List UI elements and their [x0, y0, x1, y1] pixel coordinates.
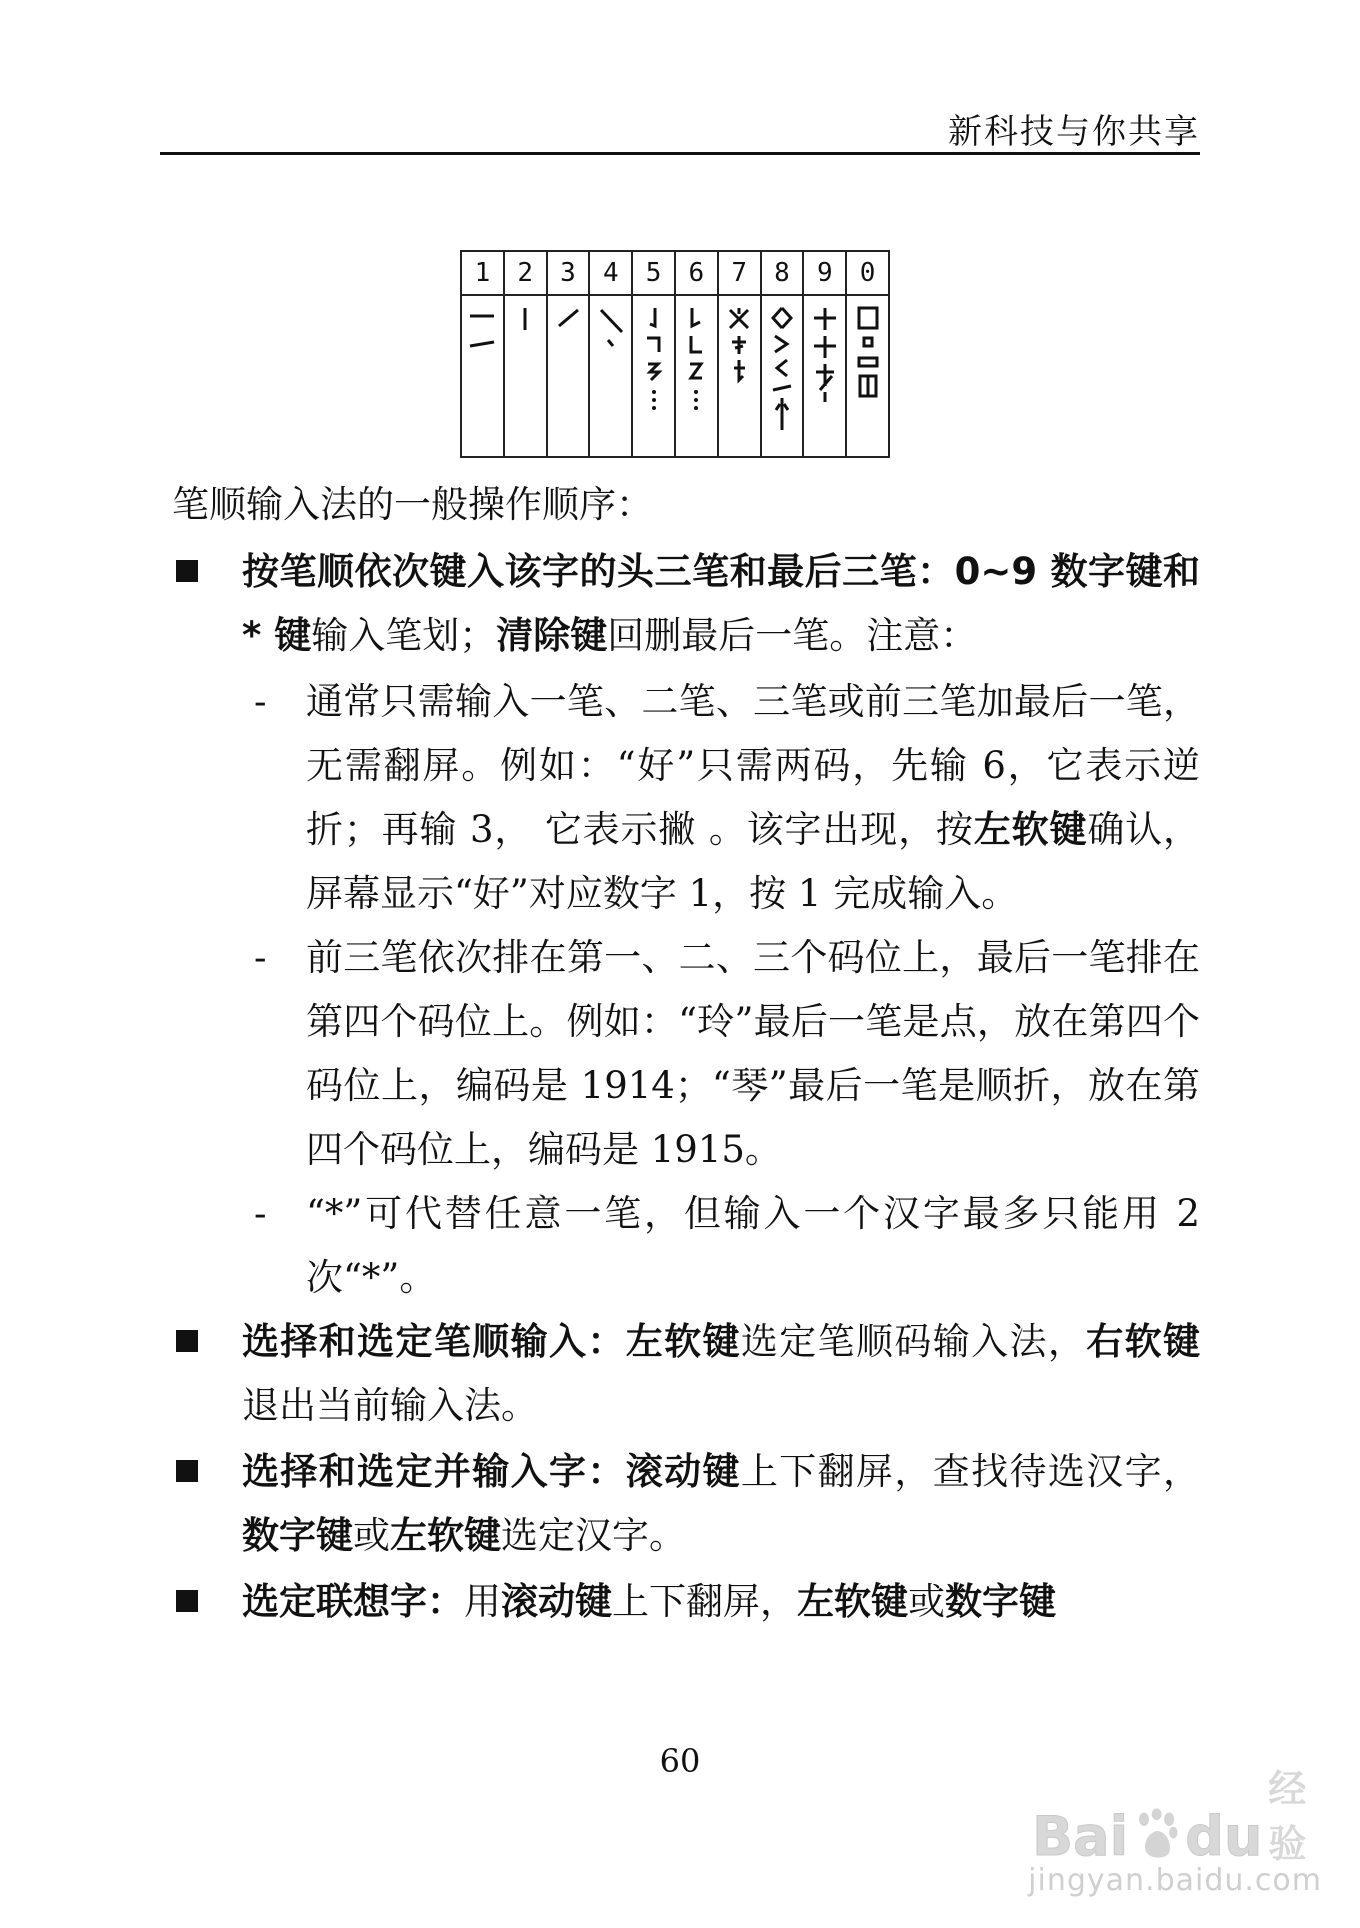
- bold-text: 按笔顺依次键入该字的头三笔和最后三笔：0~9 数字键和* 键: [242, 550, 1200, 657]
- stroke-column: [633, 252, 676, 456]
- intro-text: 笔顺输入法的一般操作顺序：: [172, 483, 653, 526]
- stroke-column: [505, 252, 548, 456]
- bold-text: 左软键: [973, 808, 1088, 851]
- plus-cross-icon: [804, 296, 845, 456]
- watermark-label: 经验: [1268, 1767, 1307, 1866]
- note-item: [250, 926, 1200, 1182]
- dash-marker: -: [254, 936, 267, 979]
- text: 确认，屏幕显示“好”对应数字 1，按 1 完成输入。: [306, 808, 1201, 915]
- stroke-number: 8: [762, 252, 803, 296]
- stroke-column: [762, 252, 805, 456]
- note-list: [250, 670, 1200, 1310]
- bullet-associative-char: [160, 1570, 1200, 1634]
- stroke-number: 3: [548, 252, 589, 296]
- stroke-column: [719, 252, 762, 456]
- bold-text: 左软键: [797, 1580, 908, 1623]
- angle-strokes-icon: [762, 296, 803, 456]
- bold-text: 清除键: [496, 614, 608, 657]
- dash-marker: -: [254, 1192, 267, 1235]
- stroke-number: 0: [847, 252, 888, 296]
- text: 退出当前输入法。: [242, 1384, 538, 1427]
- text: 用: [464, 1580, 501, 1623]
- text: 选定笔顺码输入法，: [740, 1320, 1087, 1363]
- square-bullet-icon: [176, 1460, 198, 1482]
- text: 上下翻屏，查找待选汉字，: [740, 1450, 1200, 1493]
- left-falling-stroke-icon: [548, 296, 589, 456]
- watermark-url: jingyan.baidu.com: [1028, 1863, 1322, 1898]
- stroke-number: 6: [676, 252, 717, 296]
- watermark-brand-end: du: [1185, 1805, 1263, 1868]
- baidu-watermark: [1028, 1758, 1332, 1898]
- text: “*”可代替任意一笔，但输入一个汉字最多只能用 2 次“*”。: [306, 1192, 1200, 1299]
- square-bullet-icon: [176, 1590, 198, 1612]
- note-item: [250, 1182, 1200, 1310]
- stroke-number: 5: [633, 252, 674, 296]
- stroke-column: [548, 252, 591, 456]
- bullet-select-input: [160, 1310, 1200, 1438]
- stroke-column: [804, 252, 847, 456]
- watermark-logo: [1032, 1758, 1332, 1868]
- right-falling-dot-icon: [590, 296, 631, 456]
- bold-text: 选择和选定并输入字：滚动键: [242, 1450, 741, 1493]
- stroke-column: [462, 252, 505, 456]
- horizontal-strokes-icon: [462, 296, 503, 456]
- paw-icon: [1134, 1804, 1179, 1868]
- dash-marker: -: [254, 680, 267, 723]
- stroke-number: 9: [804, 252, 845, 296]
- stroke-column: [676, 252, 719, 456]
- stroke-table: [460, 250, 890, 458]
- text: 选定汉字。: [501, 1514, 686, 1557]
- text: 上下翻屏，: [612, 1580, 797, 1623]
- bullet-select-char: [160, 1440, 1200, 1568]
- text: 或: [353, 1514, 390, 1557]
- stroke-number: 2: [505, 252, 546, 296]
- text: 或: [908, 1580, 945, 1623]
- header-title: 新科技与你共享: [948, 112, 1200, 152]
- stroke-column: [847, 252, 888, 456]
- vertical-stroke-icon: [505, 296, 546, 456]
- bold-text: 数字键: [945, 1580, 1056, 1623]
- text: 输入笔划；: [311, 614, 497, 657]
- square-bullet-icon: [176, 1330, 198, 1352]
- stroke-column: [590, 252, 633, 456]
- turning-strokes-icon: [633, 296, 674, 456]
- bold-text: 选定联想字：: [242, 1580, 464, 1623]
- stroke-number: 4: [590, 252, 631, 296]
- stroke-number: 1: [462, 252, 503, 296]
- reverse-turn-strokes-icon: [676, 296, 717, 456]
- text: 回删最后一笔。注意：: [607, 614, 978, 657]
- bold-text: 滚动键: [501, 1580, 612, 1623]
- box-strokes-icon: [847, 296, 888, 456]
- bold-text: 选择和选定笔顺输入：左软键: [242, 1320, 741, 1363]
- bold-text: 数字键: [242, 1514, 353, 1557]
- bold-text: 左软键: [390, 1514, 501, 1557]
- cross-stroke-icon: [719, 296, 760, 456]
- watermark-brand: Bai: [1032, 1805, 1129, 1868]
- header-rule: [160, 152, 1200, 155]
- bullet-stroke-input: [160, 540, 1200, 668]
- body-content: [160, 474, 1200, 1636]
- text: 通常只需输入一笔、二笔、三笔或前三笔加最后一笔，无需翻屏。例如：“好”只需两码，先输 6，它表示逆折；再输 3， 它表示撇 。该字出现，按: [306, 680, 1200, 851]
- stroke-number: 7: [719, 252, 760, 296]
- page-number: 60: [659, 1742, 701, 1780]
- text: 前三笔依次排在第一、二、三个码位上，最后一笔排在第四个码位上。例如：“玲”最后一笔是点，放在第四个码位上，编码是 1914；“琴”最后一笔是顺折，放在第四个码位上，编码是 1915。: [306, 936, 1200, 1171]
- note-item: [250, 670, 1200, 926]
- bold-text: 右软键: [1086, 1320, 1200, 1363]
- square-bullet-icon: [176, 560, 198, 582]
